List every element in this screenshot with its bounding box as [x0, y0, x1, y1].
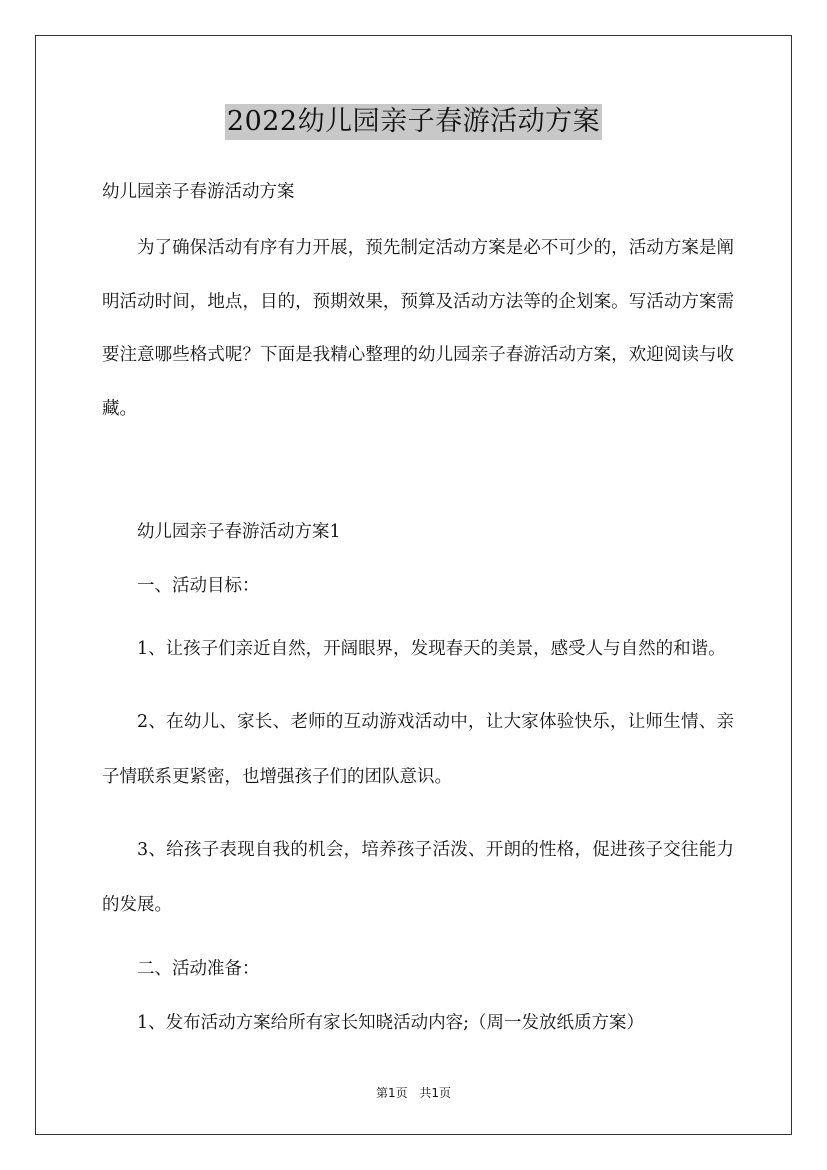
goal-item-1: 1、让孩子们亲近自然，开阔眼界，发现春天的美景，感受人与自然的和谐。	[137, 639, 726, 659]
goal-item-3: 3、给孩子表现自我的机会，培养孩子活泼、开朗的性格，促进孩子交往能力的发展。	[102, 840, 734, 915]
heading-prep: 二、活动准备：	[137, 959, 260, 979]
page-number-current: 第1页	[375, 1086, 408, 1100]
title-container	[0, 104, 827, 140]
document-title: 2022幼儿园亲子春游活动方案	[225, 104, 602, 140]
goal-item-2: 2、在幼儿、家长、老师的互动游戏活动中，让大家体验快乐，让师生情、亲子情联系更紧密，也增强孩子们的团队意识。	[102, 712, 734, 787]
heading-goals: 一、活动目标：	[137, 576, 260, 596]
prep-item-1: 1、发布活动方案给所有家长知晓活动内容;（周一发放纸质方案）	[137, 1013, 645, 1033]
section-title: 幼儿园亲子春游活动方案1	[137, 522, 341, 542]
intro-paragraph: 为了确保活动有序有力开展，预先制定活动方案是必不可少的，活动方案是阐明活动时间，地点，目的，预期效果，预算及活动方法等的企划案。写活动方案需要注意哪些格式呢？下面是我精心整理的幼儿园亲子春游活动方案，欢迎阅读与收藏。	[102, 238, 734, 419]
page-footer	[0, 1084, 827, 1101]
page-number-total: 共1页	[419, 1086, 452, 1100]
document-subtitle: 幼儿园亲子春游活动方案	[102, 182, 295, 202]
document-body	[102, 174, 734, 1041]
